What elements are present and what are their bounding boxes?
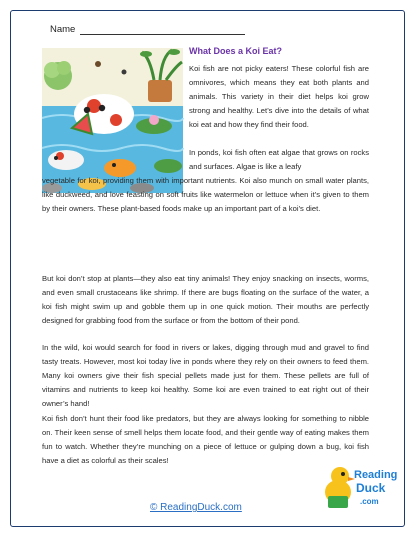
readingduck-link[interactable]: © ReadingDuck.com [150, 502, 242, 513]
paragraph-algae-rest: vegetable for koi, providing them with important nutrients. Koi also munch on small water plants, like duckweed, and love feasting on soft fruits like watermelon or lettuce when it’s given to them by their owners. These plant-based foods make up an important part of a koi’s diet. [42, 176, 369, 214]
worksheet-title: What Does a Koi Eat? [189, 46, 283, 56]
svg-text:.com: .com [360, 497, 379, 506]
paragraph-algae-start: In ponds, koi fish often eat algae that grows on rocks and surfaces. Algae is like a leafy [189, 148, 369, 172]
koi-illustration [42, 48, 183, 193]
svg-text:Reading: Reading [354, 469, 398, 481]
name-field-row [50, 24, 245, 35]
svg-text:Duck: Duck [356, 481, 386, 495]
name-label: Name [50, 24, 76, 35]
paragraph-conclusion: Koi fish don’t hunt their food like predators, but they are always looking for something to nibble on. Their keen sense of smell helps them locate food, and their gentle way of eating makes them fun to watch. Whether they’re munching on a piece of lettuce or gulping down a bug, koi fish have a diet as colorful as their scales! [42, 414, 369, 466]
paragraph-intro: Koi fish are not picky eaters! These colorful fish are omnivores, which means they eat both plants and animals. This variety in their diet helps koi grow strong and healthy. Let’s dive into the details of what koi eat and how they find their food. [189, 64, 369, 130]
paragraph-in-the-wild: In the wild, koi would search for food in rivers or lakes, digging through mud and gravel to find tasty treats. However, most koi today live in ponds where they rely on their owners to feed them. Many koi owners give their fish special pellets made just for them. These pellets are full of vitamins and nutrients to keep koi healthy. Some koi are even trained to eat right out of their owner’s hand! [42, 343, 369, 409]
paragraph-tiny-animals: But koi don’t stop at plants—they also eat tiny animals! They enjoy snacking on insects, worms, and even small crustaceans like shrimp. If there are bugs floating on the surface of the water, a koi fish might swim up and gobble them up in one quick motion. Their mouths are perfectly designed for grabbing food from the surface or from the bottom of their pond. [42, 274, 369, 326]
name-line[interactable] [80, 24, 245, 35]
readingduck-logo [322, 462, 398, 514]
